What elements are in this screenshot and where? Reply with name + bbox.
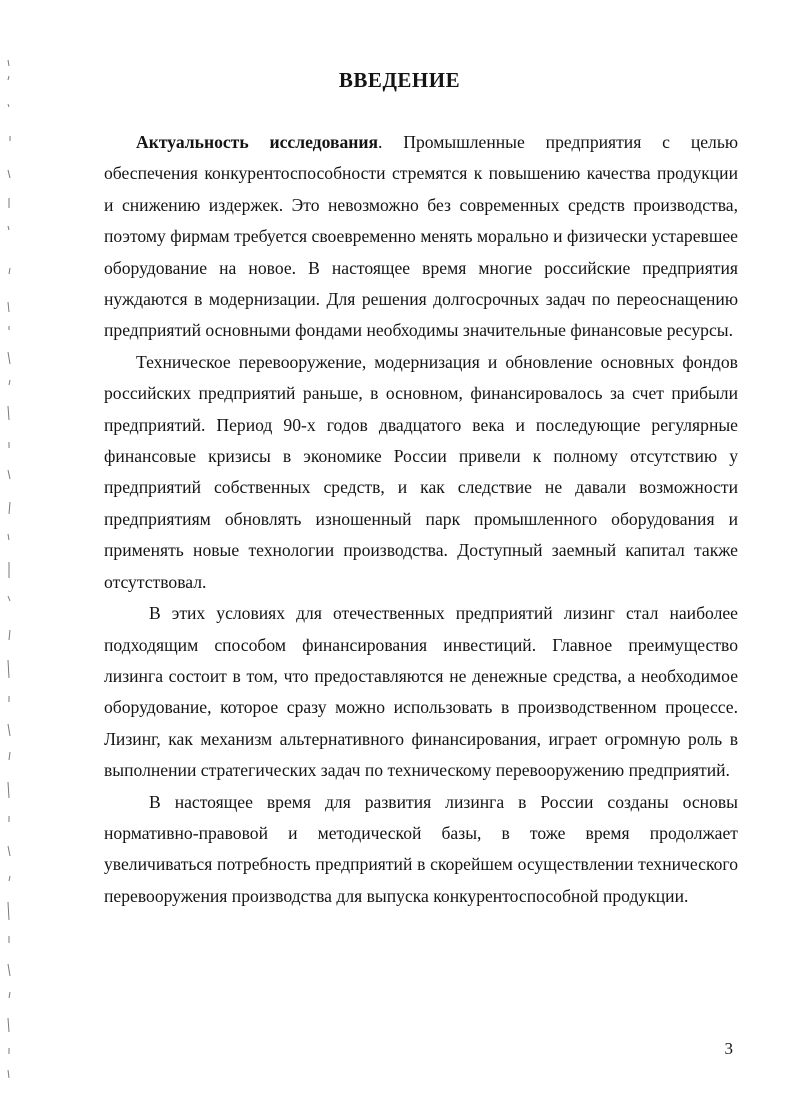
paragraph-1: [104, 127, 738, 347]
scan-margin-marks: [0, 40, 22, 1090]
paragraph-1-lead: Актуальность исследования: [136, 132, 379, 152]
paragraph-2: Техническое перевооружение, модернизация и обновление основных фондов российских предприятий раньше, в основном, финансировалось за счет прибыли предприятий. Период 90-х годов двадцатого века и последующие регулярные финансовые кризисы в экономике России привели к полному отсутствию у предприятий собственных средств, и как следствие не давали возможности предприятиям обновлять изношенный парк промышленного оборудования и применять новые технологии производства. Доступный заемный капитал также отсутствовал.: [104, 351, 738, 592]
page-number: 3: [724, 1039, 733, 1058]
body-text: [104, 127, 738, 912]
paragraph-4: В настоящее время для развития лизинга в России созданы основы нормативно-правовой и методической базы, в тоже время продолжает увеличиваться потребность предприятий в скорейшем осуществлении технического перевооружения производства для выпуска конкурентоспособной продукции.: [104, 791, 738, 906]
page-title: ВВЕДЕНИЕ: [338, 68, 461, 92]
paragraph-1-text: . Промышленные предприятия с целью обеспечения конкурентоспособности стремятся к повышению качества продукции и снижению издержек. Это невозможно без современных средств производства, поэтому фирмам требуется своевременно менять морально и физически устаревшее оборудование на новое. В настоящее время многие российские предприятия нуждаются в модернизации. Для решения долгосрочных задач по переоснащению предприятий основными фондами необходимы значительные финансовые ресурсы.: [104, 132, 738, 341]
paragraph-3: В этих условиях для отечественных предприятий лизинг стал наиболее подходящим способом финансирования инвестиций. Главное преимущество лизинга состоит в том, что предоставляются не денежные средства, а необходимое оборудование, которое сразу можно использовать в производственном процессе. Лизинг, как механизм альтернативного финансирования, играет огромную роль в выполнении стратегических задач по техническому перевооружению предприятий.: [104, 603, 738, 781]
